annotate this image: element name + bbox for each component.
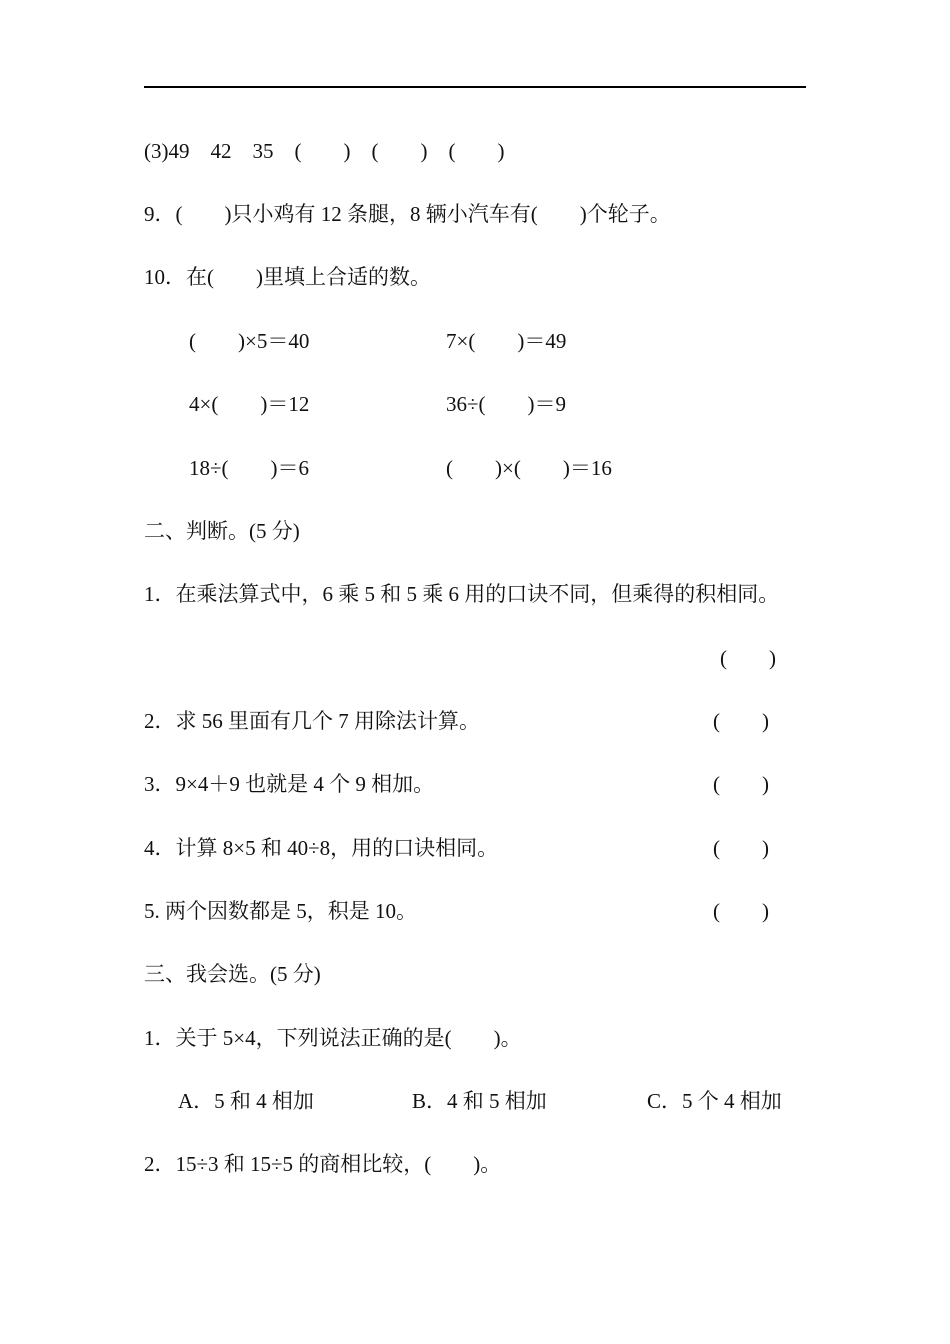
- judge-item-2: 2．求 56 里面有几个 7 用除法计算。: [144, 709, 480, 733]
- judge-item-5: 5. 两个因数都是 5，积是 10。: [144, 899, 417, 923]
- choice-option-c[interactable]: C．5 个 4 相加: [647, 1089, 782, 1113]
- header-rule: [144, 86, 806, 88]
- judge-item-1: 1．在乘法算式中，6 乘 5 和 5 乘 6 用的口诀不同，但乘得的积相同。: [144, 582, 780, 606]
- judge-answer-blank-4[interactable]: ( ): [713, 836, 769, 860]
- q10-item-2: 7×( )＝49: [446, 329, 567, 353]
- judge-answer-blank-3[interactable]: ( ): [713, 772, 769, 796]
- choice-question-1: 1．关于 5×4，下列说法正确的是( )。: [144, 1026, 522, 1050]
- judge-answer-blank-2[interactable]: ( ): [713, 709, 769, 733]
- question-9: 9．( )只小鸡有 12 条腿，8 辆小汽车有( )个轮子。: [144, 202, 671, 226]
- q10-item-3: 4×( )＝12: [189, 392, 310, 416]
- choice-question-2: 2．15÷3 和 15÷5 的商相比较，( )。: [144, 1152, 502, 1176]
- q10-item-1: ( )×5＝40: [189, 329, 310, 353]
- choice-option-b[interactable]: B．4 和 5 相加: [412, 1089, 547, 1113]
- q10-item-5: 18÷( )＝6: [189, 456, 310, 480]
- judge-item-4: 4．计算 8×5 和 40÷8，用的口诀相同。: [144, 836, 499, 860]
- judge-item-3: 3．9×4＋9 也就是 4 个 9 相加。: [144, 772, 435, 796]
- judge-answer-blank-5[interactable]: ( ): [713, 899, 769, 923]
- choice-option-a[interactable]: A．5 和 4 相加: [178, 1089, 314, 1113]
- question-10-title: 10．在( )里填上合适的数。: [144, 265, 431, 289]
- section-3-title: 三、我会选。(5 分): [144, 962, 321, 986]
- judge-answer-blank-1[interactable]: ( ): [720, 646, 776, 670]
- q10-item-4: 36÷( )＝9: [446, 392, 567, 416]
- q10-item-6: ( )×( )＝16: [446, 456, 612, 480]
- question-8-3: (3)49 42 35 ( ) ( ) ( ): [144, 139, 505, 163]
- section-2-title: 二、判断。(5 分): [144, 519, 300, 543]
